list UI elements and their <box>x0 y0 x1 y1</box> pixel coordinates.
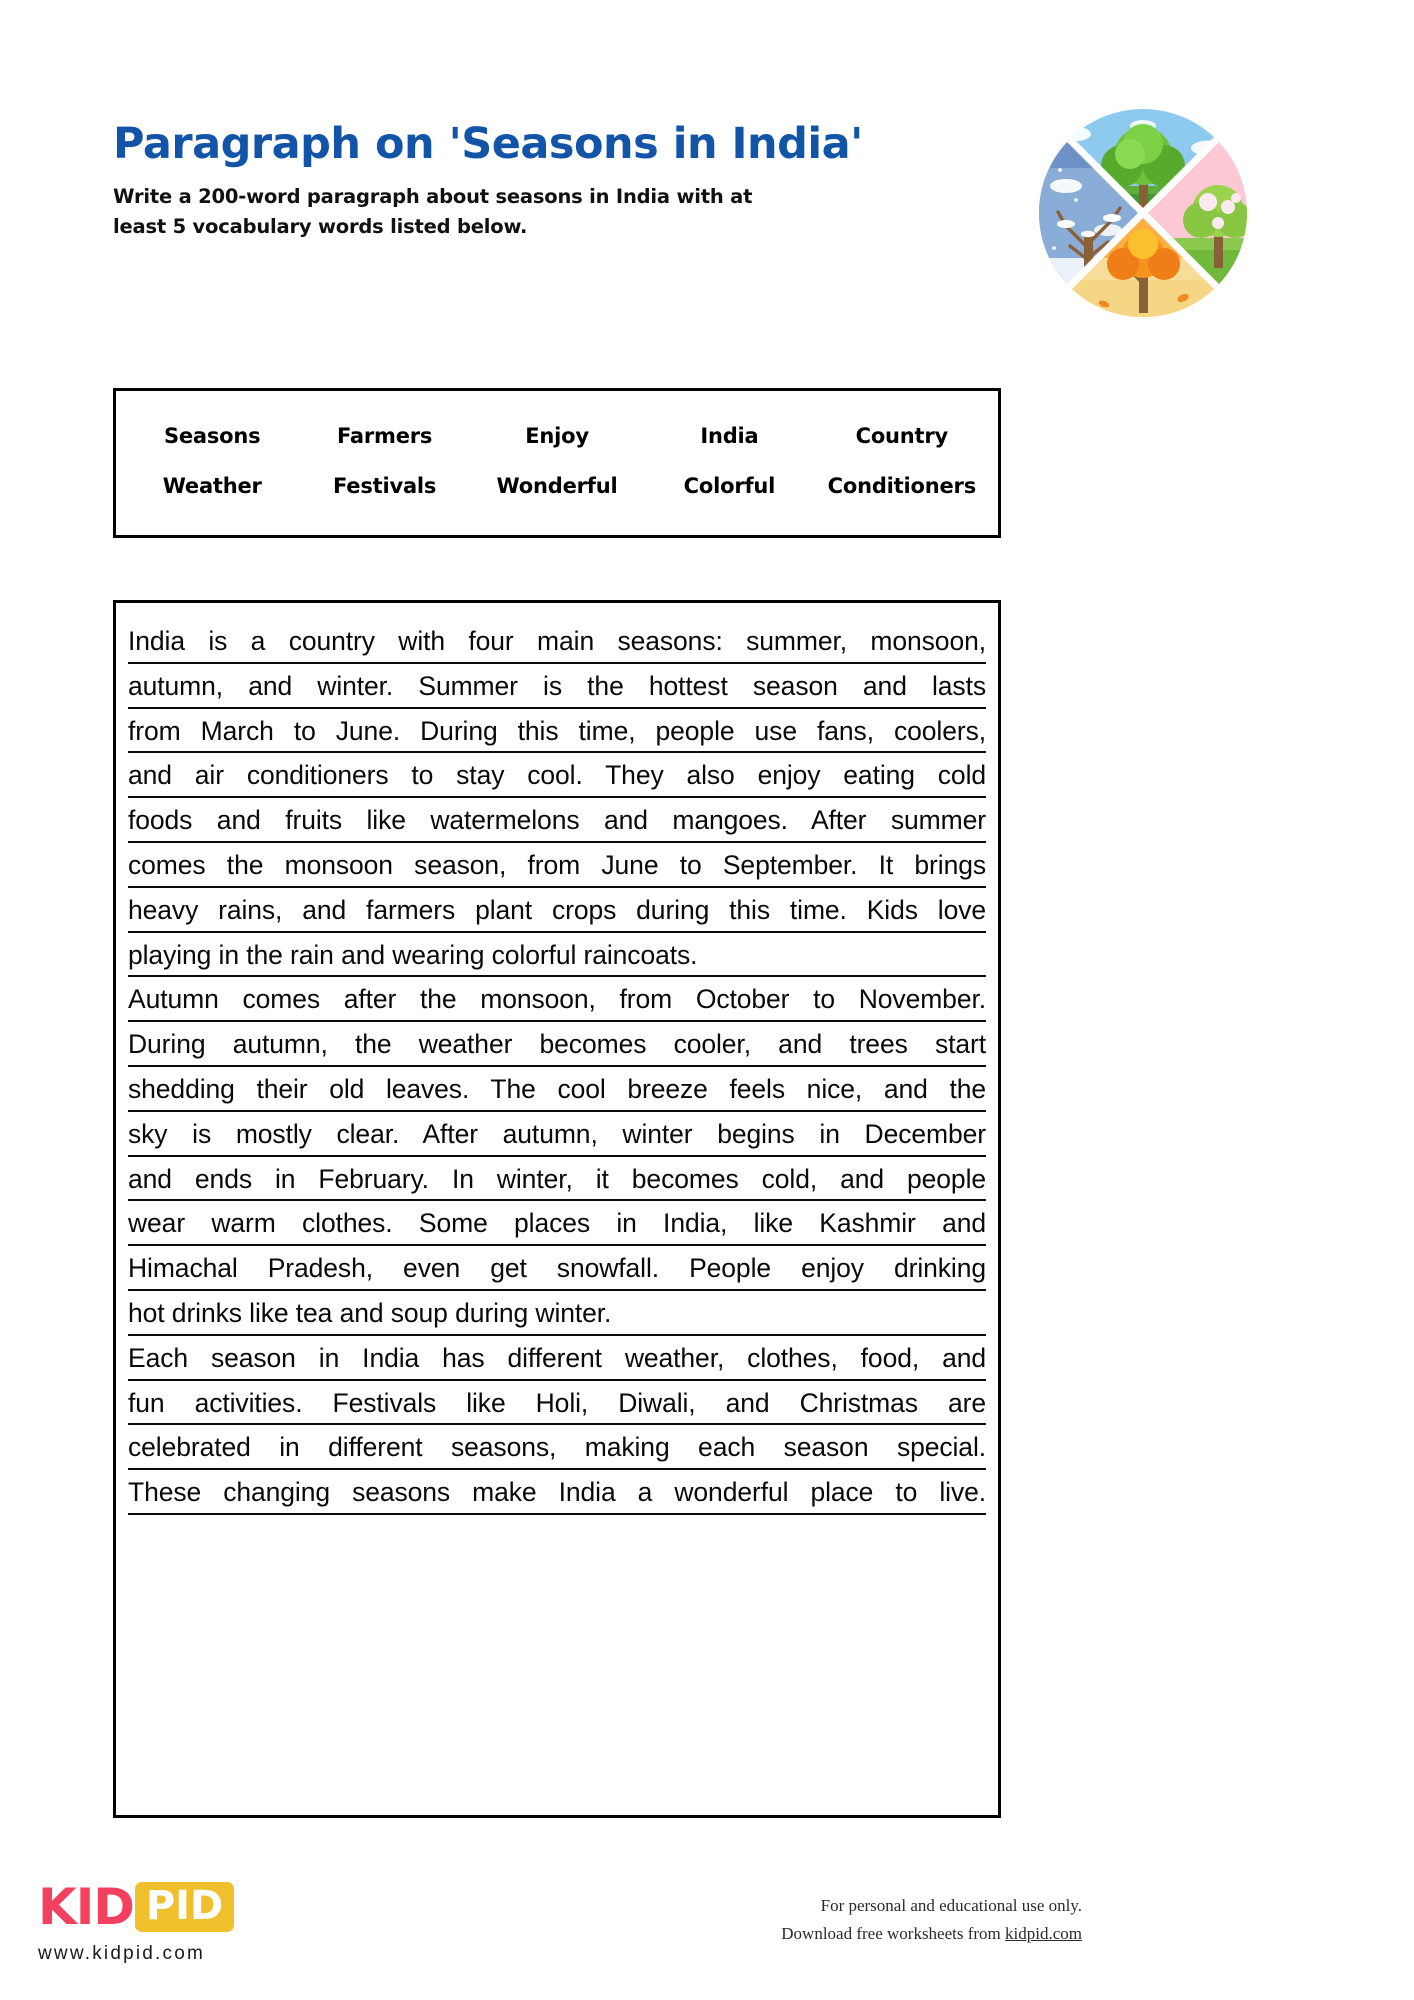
paragraph-line: wear warm clothes. Some places in India, like Kashmir and <box>128 1201 986 1246</box>
paragraph-line: celebrated in different seasons, making each season special. <box>128 1425 986 1470</box>
seasons-wheel-svg <box>1038 108 1248 318</box>
vocabulary-word: Weather <box>162 474 262 498</box>
worksheet-instructions: Write a 200-word paragraph about seasons in India with at least 5 vocabulary words listed below. <box>113 185 753 238</box>
vocabulary-word: Colorful <box>683 474 776 498</box>
paragraph-line: hot drinks like tea and soup during winter. <box>128 1291 986 1336</box>
paragraph-line: from March to June. During this time, people use fans, coolers, <box>128 709 986 754</box>
paragraph-line: foods and fruits like watermelons and mangoes. After summer <box>128 798 986 843</box>
vocabulary-word: Seasons <box>163 424 261 448</box>
vocabulary-row <box>126 474 988 498</box>
paragraph-line: fun activities. Festivals like Holi, Diwali, and Christmas are <box>128 1381 986 1426</box>
logo-website-url[interactable]: www.kidpid.com <box>38 1943 206 1964</box>
paragraph-line: During autumn, the weather becomes cooler, and trees start <box>128 1022 986 1067</box>
footer-note-line-1: For personal and educational use only. <box>820 1896 1082 1915</box>
footer-note-prefix: Download free worksheets from <box>781 1923 1006 1943</box>
paragraph-line: and air conditioners to stay cool. They also enjoy eating cold <box>128 753 986 798</box>
paragraph-line: Autumn comes after the monsoon, from October to November. <box>128 977 986 1022</box>
footer-note-line-2 <box>781 1920 1082 1948</box>
paragraph-line: autumn, and winter. Summer is the hottest season and lasts <box>128 664 986 709</box>
paragraph-line: Himachal Pradesh, even get snowfall. People enjoy drinking <box>128 1246 986 1291</box>
paragraph-line: playing in the rain and wearing colorful raincoats. <box>128 933 986 978</box>
vocabulary-word: Conditioners <box>827 474 976 498</box>
vocabulary-word: Farmers <box>336 424 433 448</box>
paragraph-line: Each season in India has different weather, clothes, food, and <box>128 1336 986 1381</box>
paragraph-line: shedding their old leaves. The cool breeze feels nice, and the <box>128 1067 986 1112</box>
paragraph-answer-box[interactable] <box>113 600 1001 1818</box>
vocabulary-word-bank <box>113 388 1001 538</box>
footer-kidpid-link[interactable]: kidpid.com <box>1005 1923 1082 1943</box>
kidpid-logo[interactable] <box>38 1880 368 1965</box>
page-title: Paragraph on 'Seasons in India' <box>113 119 863 169</box>
vocabulary-word: India <box>700 424 759 448</box>
footer-usage-note <box>781 1892 1082 1947</box>
vocabulary-word: Festivals <box>332 474 437 498</box>
paragraph-line: heavy rains, and farmers plant crops during this time. Kids love <box>128 888 986 933</box>
logo-kid-text: KID <box>38 1878 134 1936</box>
vocabulary-word: Country <box>855 424 949 448</box>
paragraph-line: India is a country with four main seasons: summer, monsoon, <box>128 619 986 664</box>
four-seasons-wheel-image <box>1038 108 1248 318</box>
logo-mark <box>38 1880 368 1934</box>
paragraph-line: These changing seasons make India a wonderful place to live. <box>128 1470 986 1515</box>
worksheet-header <box>113 120 1013 241</box>
paragraph-text <box>128 619 986 1515</box>
vocabulary-row <box>126 424 988 448</box>
vocabulary-word: Enjoy <box>525 424 589 448</box>
paragraph-line: and ends in February. In winter, it becomes cold, and people <box>128 1157 986 1202</box>
vocabulary-word: Wonderful <box>496 474 618 498</box>
logo-pid-badge: PID <box>135 1882 234 1932</box>
paragraph-line: comes the monsoon season, from June to September. It brings <box>128 843 986 888</box>
paragraph-line: sky is mostly clear. After autumn, winter begins in December <box>128 1112 986 1157</box>
